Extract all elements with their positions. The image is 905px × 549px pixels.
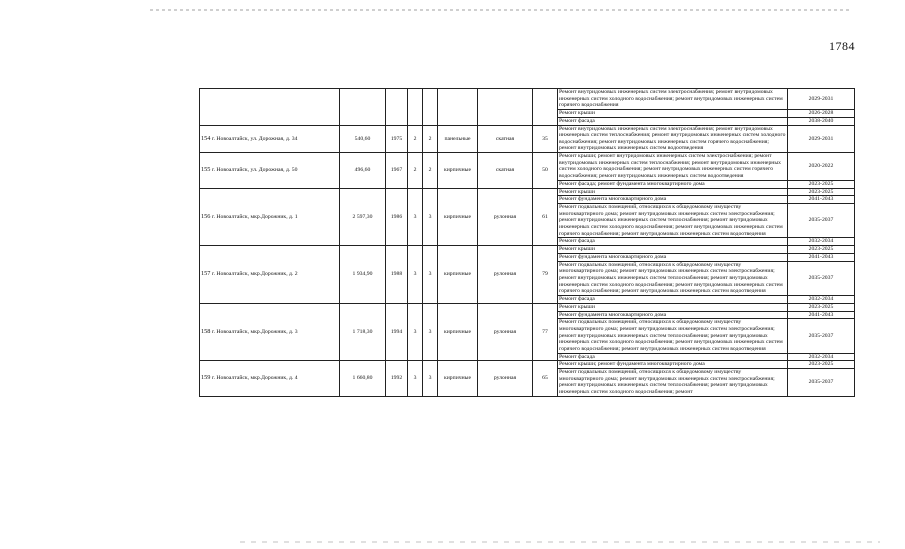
work-description: Ремонт крыши (558, 110, 788, 118)
work-period: 2038-2040 (788, 117, 855, 125)
row-number: 159 (201, 374, 211, 382)
work-description: Ремонт фасада (558, 295, 788, 303)
roof-type: рулонная (478, 246, 533, 304)
work-description: Ремонт фасада (558, 238, 788, 246)
entrance-count: 3 (423, 246, 438, 304)
empty-cell (340, 89, 386, 126)
empty-cell (386, 89, 408, 126)
construction-year: 1986 (386, 188, 408, 246)
work-period: 2035-2037 (788, 261, 855, 295)
floor-count: 3 (408, 188, 423, 246)
table-row (200, 246, 855, 254)
entrance-count: 3 (423, 361, 438, 396)
wall-material: кирпичные (438, 303, 478, 361)
construction-year: 1994 (386, 303, 408, 361)
wall-material: кирпичные (438, 188, 478, 246)
building-area: 496,60 (340, 153, 386, 188)
building-area: 1 934,90 (340, 246, 386, 304)
building-address: г. Новоалтайск, мкр.Дорожник, д. 4 (211, 375, 298, 382)
work-period: 2035-2037 (788, 319, 855, 353)
empty-cell (408, 89, 423, 126)
apartment-count: 77 (533, 303, 558, 361)
building-address: г. Новоалтайск, ул. Дорожная, д. 34 (211, 135, 298, 142)
work-period: 2032-2034 (788, 353, 855, 361)
table-row (200, 89, 855, 110)
apartment-count: 35 (533, 125, 558, 153)
construction-year: 1992 (386, 361, 408, 396)
floor-count: 3 (408, 361, 423, 396)
work-description: Ремонт крыши (558, 246, 788, 254)
work-description: Ремонт фундамента многоквартирного дома (558, 196, 788, 204)
construction-year: 1975 (386, 125, 408, 153)
table-row (200, 361, 855, 369)
work-period: 2035-2037 (788, 369, 855, 397)
row-number: 155 (201, 166, 211, 174)
work-period: 2026-2028 (788, 110, 855, 118)
work-description: Ремонт фасада (558, 353, 788, 361)
apartment-count: 50 (533, 153, 558, 188)
floor-count: 2 (408, 153, 423, 188)
empty-cell (200, 89, 340, 126)
work-period: 2023-2025 (788, 246, 855, 254)
roof-type: скатная (478, 153, 533, 188)
building-address-cell (200, 361, 340, 396)
roof-type: рулонная (478, 361, 533, 396)
scan-artifact-bottom (240, 541, 880, 543)
building-area: 2 597,30 (340, 188, 386, 246)
work-description: Ремонт фундамента многоквартирного дома (558, 253, 788, 261)
apartment-count: 61 (533, 188, 558, 246)
roof-type: рулонная (478, 188, 533, 246)
work-period: 2032-2034 (788, 295, 855, 303)
work-description: Ремонт фундамента многоквартирного дома (558, 311, 788, 319)
work-period: 2032-2034 (788, 238, 855, 246)
work-period: 2029-2031 (788, 89, 855, 110)
entrance-count: 3 (423, 188, 438, 246)
construction-year: 1967 (386, 153, 408, 188)
building-area: 1 718,30 (340, 303, 386, 361)
work-period: 2041-2043 (788, 196, 855, 204)
roof-type: скатная (478, 125, 533, 153)
wall-material: кирпичные (438, 246, 478, 304)
empty-cell (533, 89, 558, 126)
page-number: 1784 (829, 39, 855, 53)
work-period: 2035-2037 (788, 204, 855, 238)
work-description: Ремонт внутридомовых инженерных систем электроснабжения; ремонт внутридомовых инженерных систем холодного водоснабжения; ремонт внутридомовых инженерных систем горячего водоснабжения (558, 89, 788, 110)
building-address-cell (200, 246, 340, 304)
building-address: г. Новоалтайск, ул. Дорожная, д. 50 (211, 167, 298, 174)
work-description: Ремонт фасада (558, 117, 788, 125)
building-address: г. Новоалтайск, мкр.Дорожник, д. 3 (211, 328, 298, 335)
repair-schedule-table (199, 88, 855, 397)
building-address: г. Новоалтайск, мкр.Дорожник, д. 1 (211, 213, 298, 220)
entrance-count: 2 (423, 125, 438, 153)
work-description: Ремонт подвальных помещений, относящихся к общедомовому имуществу многоквартирного дома; ремонт внутридомовых инженерных систем электроснабжения; ремонт внутридомовых инженерных систем теплоснабжения; ремонт внутридомовых инженерных систем холодного водоснабжения; ремонт (558, 369, 788, 397)
work-description: Ремонт крыши (558, 188, 788, 196)
table-row (200, 188, 855, 196)
building-address-cell (200, 188, 340, 246)
entrance-count: 3 (423, 303, 438, 361)
apartment-count: 65 (533, 361, 558, 396)
work-period: 2023-2025 (788, 180, 855, 188)
table-row (200, 125, 855, 153)
entrance-count: 2 (423, 153, 438, 188)
scan-artifact-top (150, 9, 850, 11)
work-period: 2041-2043 (788, 253, 855, 261)
work-period: 2023-2025 (788, 361, 855, 369)
row-number: 157 (201, 270, 211, 278)
work-description: Ремонт крыши (558, 303, 788, 311)
wall-material: кирпичные (438, 361, 478, 396)
work-description: Ремонт внутридомовых инженерных систем электроснабжения; ремонт внутридомовых инженерных систем теплоснабжения; ремонт внутридомовых инженерных систем холодного водоснабжения; ремонт внутридомовых инженерных систем горячего водоснабжения; ремонт внутридомовых инженерных систем водоотведения (558, 125, 788, 153)
building-area: 540,60 (340, 125, 386, 153)
empty-cell (423, 89, 438, 126)
work-period: 2020-2022 (788, 153, 855, 181)
building-address-cell (200, 125, 340, 153)
floor-count: 3 (408, 246, 423, 304)
table-row (200, 153, 855, 181)
work-description: Ремонт подвальных помещений, относящихся к общедомовому имуществу многоквартирного дома; ремонт внутридомовых инженерных систем электроснабжения; ремонт внутридомовых инженерных систем теплоснабжения; ремонт внутридомовых инженерных систем холодного водоснабжения; ремонт внутридомовых инженерных систем горячего водоснабжения; ремонт внутридомовых инженерных систем водоотведения (558, 319, 788, 353)
row-number: 158 (201, 327, 211, 335)
work-description: Ремонт крыши; ремонт внутридомовых инженерных систем электроснабжения; ремонт внутридомовых инженерных систем теплоснабжения; ремонт внутридомовых инженерных систем холодного водоснабжения; ремонт внутридомовых инженерных систем горячего водоснабжения; ремонт внутридомовых инженерных систем водоотведения (558, 153, 788, 181)
work-period: 2023-2025 (788, 188, 855, 196)
floor-count: 2 (408, 125, 423, 153)
work-period: 2041-2043 (788, 311, 855, 319)
empty-cell (478, 89, 533, 126)
row-number: 156 (201, 212, 211, 220)
construction-year: 1988 (386, 246, 408, 304)
building-area: 1 660,80 (340, 361, 386, 396)
building-address-cell (200, 153, 340, 188)
work-period: 2023-2025 (788, 303, 855, 311)
work-description: Ремонт фасада; ремонт фундамента многоквартирного дома (558, 180, 788, 188)
table-row (200, 303, 855, 311)
wall-material: кирпичные (438, 153, 478, 188)
work-description: Ремонт подвальных помещений, относящихся к общедомовому имуществу многоквартирного дома; ремонт внутридомовых инженерных систем электроснабжения; ремонт внутридомовых инженерных систем теплоснабжения; ремонт внутридомовых инженерных систем холодного водоснабжения; ремонт внутридомовых инженерных систем горячего водоснабжения; ремонт внутридомовых инженерных систем водоотведения (558, 204, 788, 238)
work-description: Ремонт крыши; ремонт фундамента многоквартирного дома (558, 361, 788, 369)
floor-count: 3 (408, 303, 423, 361)
empty-cell (438, 89, 478, 126)
work-period: 2029-2031 (788, 125, 855, 153)
wall-material: панельные (438, 125, 478, 153)
building-address: г. Новоалтайск, мкр.Дорожник, д. 2 (211, 271, 298, 278)
apartment-count: 79 (533, 246, 558, 304)
row-number: 154 (201, 134, 211, 142)
work-description: Ремонт подвальных помещений, относящихся к общедомовому имуществу многоквартирного дома; ремонт внутридомовых инженерных систем электроснабжения; ремонт внутридомовых инженерных систем теплоснабжения; ремонт внутридомовых инженерных систем холодного водоснабжения; ремонт внутридомовых инженерных систем горячего водоснабжения; ремонт внутридомовых инженерных систем водоотведения (558, 261, 788, 295)
roof-type: рулонная (478, 303, 533, 361)
building-address-cell (200, 303, 340, 361)
